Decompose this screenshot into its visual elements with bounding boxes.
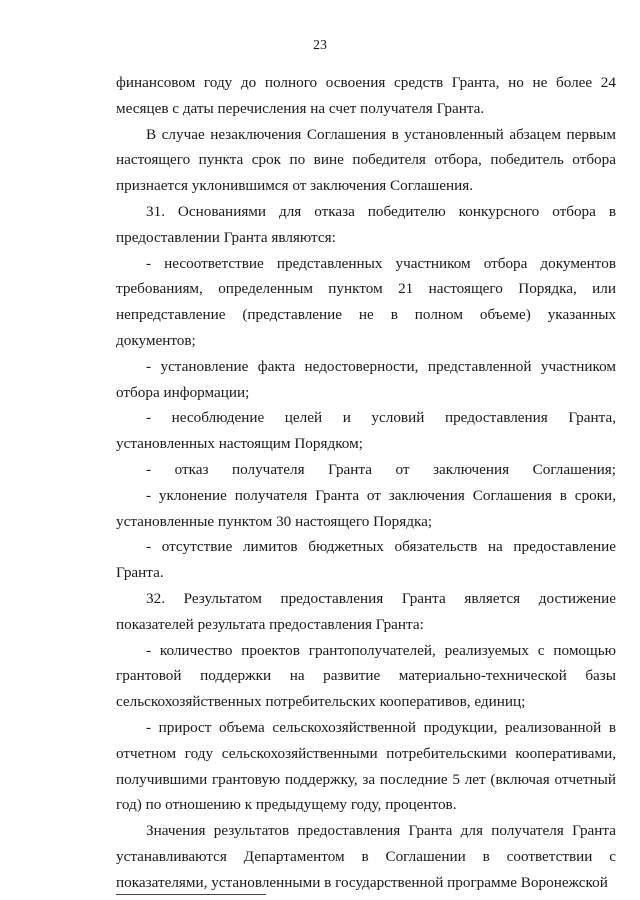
paragraph-result-values: Значения результатов предоставления Гранта для получателя Гранта устанавливаются Департаментом в Соглашении в соответствии с показателями, установленными в государственной программе Воронежской (116, 822, 616, 891)
list-item-noncompliance: - несоблюдение целей и условий предоставления Гранта, установленных настоящим Порядком; (116, 409, 616, 453)
page-number: 23 (313, 38, 327, 53)
document-body (116, 70, 616, 896)
list-item-evasion: - уклонение получателя Гранта от заключения Соглашения в сроки, установленные пунктом 30 настоящего Порядка; (116, 486, 616, 530)
footer-rule (116, 894, 266, 895)
list-item-false-information: - установление факта недостоверности, представленной участником отбора информации; (116, 357, 616, 401)
list-item-refusal: - отказ получателя Гранта от заключения Соглашения; (146, 460, 616, 478)
list-item-no-limits: - отсутствие лимитов бюджетных обязательств на предоставление Гранта. (116, 538, 616, 582)
paragraph-item-31: 31. Основаниями для отказа победителю конкурсного отбора в предоставлении Гранта являются: (116, 202, 616, 246)
list-item-projects-count: - количество проектов грантополучателей, реализуемых с помощью грантовой поддержки на развитие материально-технической базы сельскохозяйственных потребительских кооперативов, единиц; (116, 641, 616, 711)
list-item-document-mismatch: - несоответствие представленных участником отбора документов требованиям, определенным пунктом 21 настоящего Порядка, или непредставление (представление не в полном объеме) указанных документов; (116, 254, 616, 349)
paragraph-item-32: 32. Результатом предоставления Гранта является достижение показателей результата предоставления Гранта: (116, 589, 616, 633)
paragraph-continuation: финансовом году до полного освоения средств Гранта, но не более 24 месяцев с даты перечисления на счет получателя Гранта. (116, 74, 616, 117)
paragraph-nonconclusion: В случае незаключения Соглашения в установленный абзацем первым настоящего пункта срок по вине победителя отбора, победитель отбора признается уклонившимся от заключения Соглашения. (116, 125, 616, 195)
list-item-production-growth: - прирост объема сельскохозяйственной продукции, реализованной в отчетном году сельскохозяйственными потребительскими кооперативами, получившими грантовую поддержку, за последние 5 лет (включая отчетный год) по отношению к предыдущему году, процентов. (116, 718, 616, 814)
